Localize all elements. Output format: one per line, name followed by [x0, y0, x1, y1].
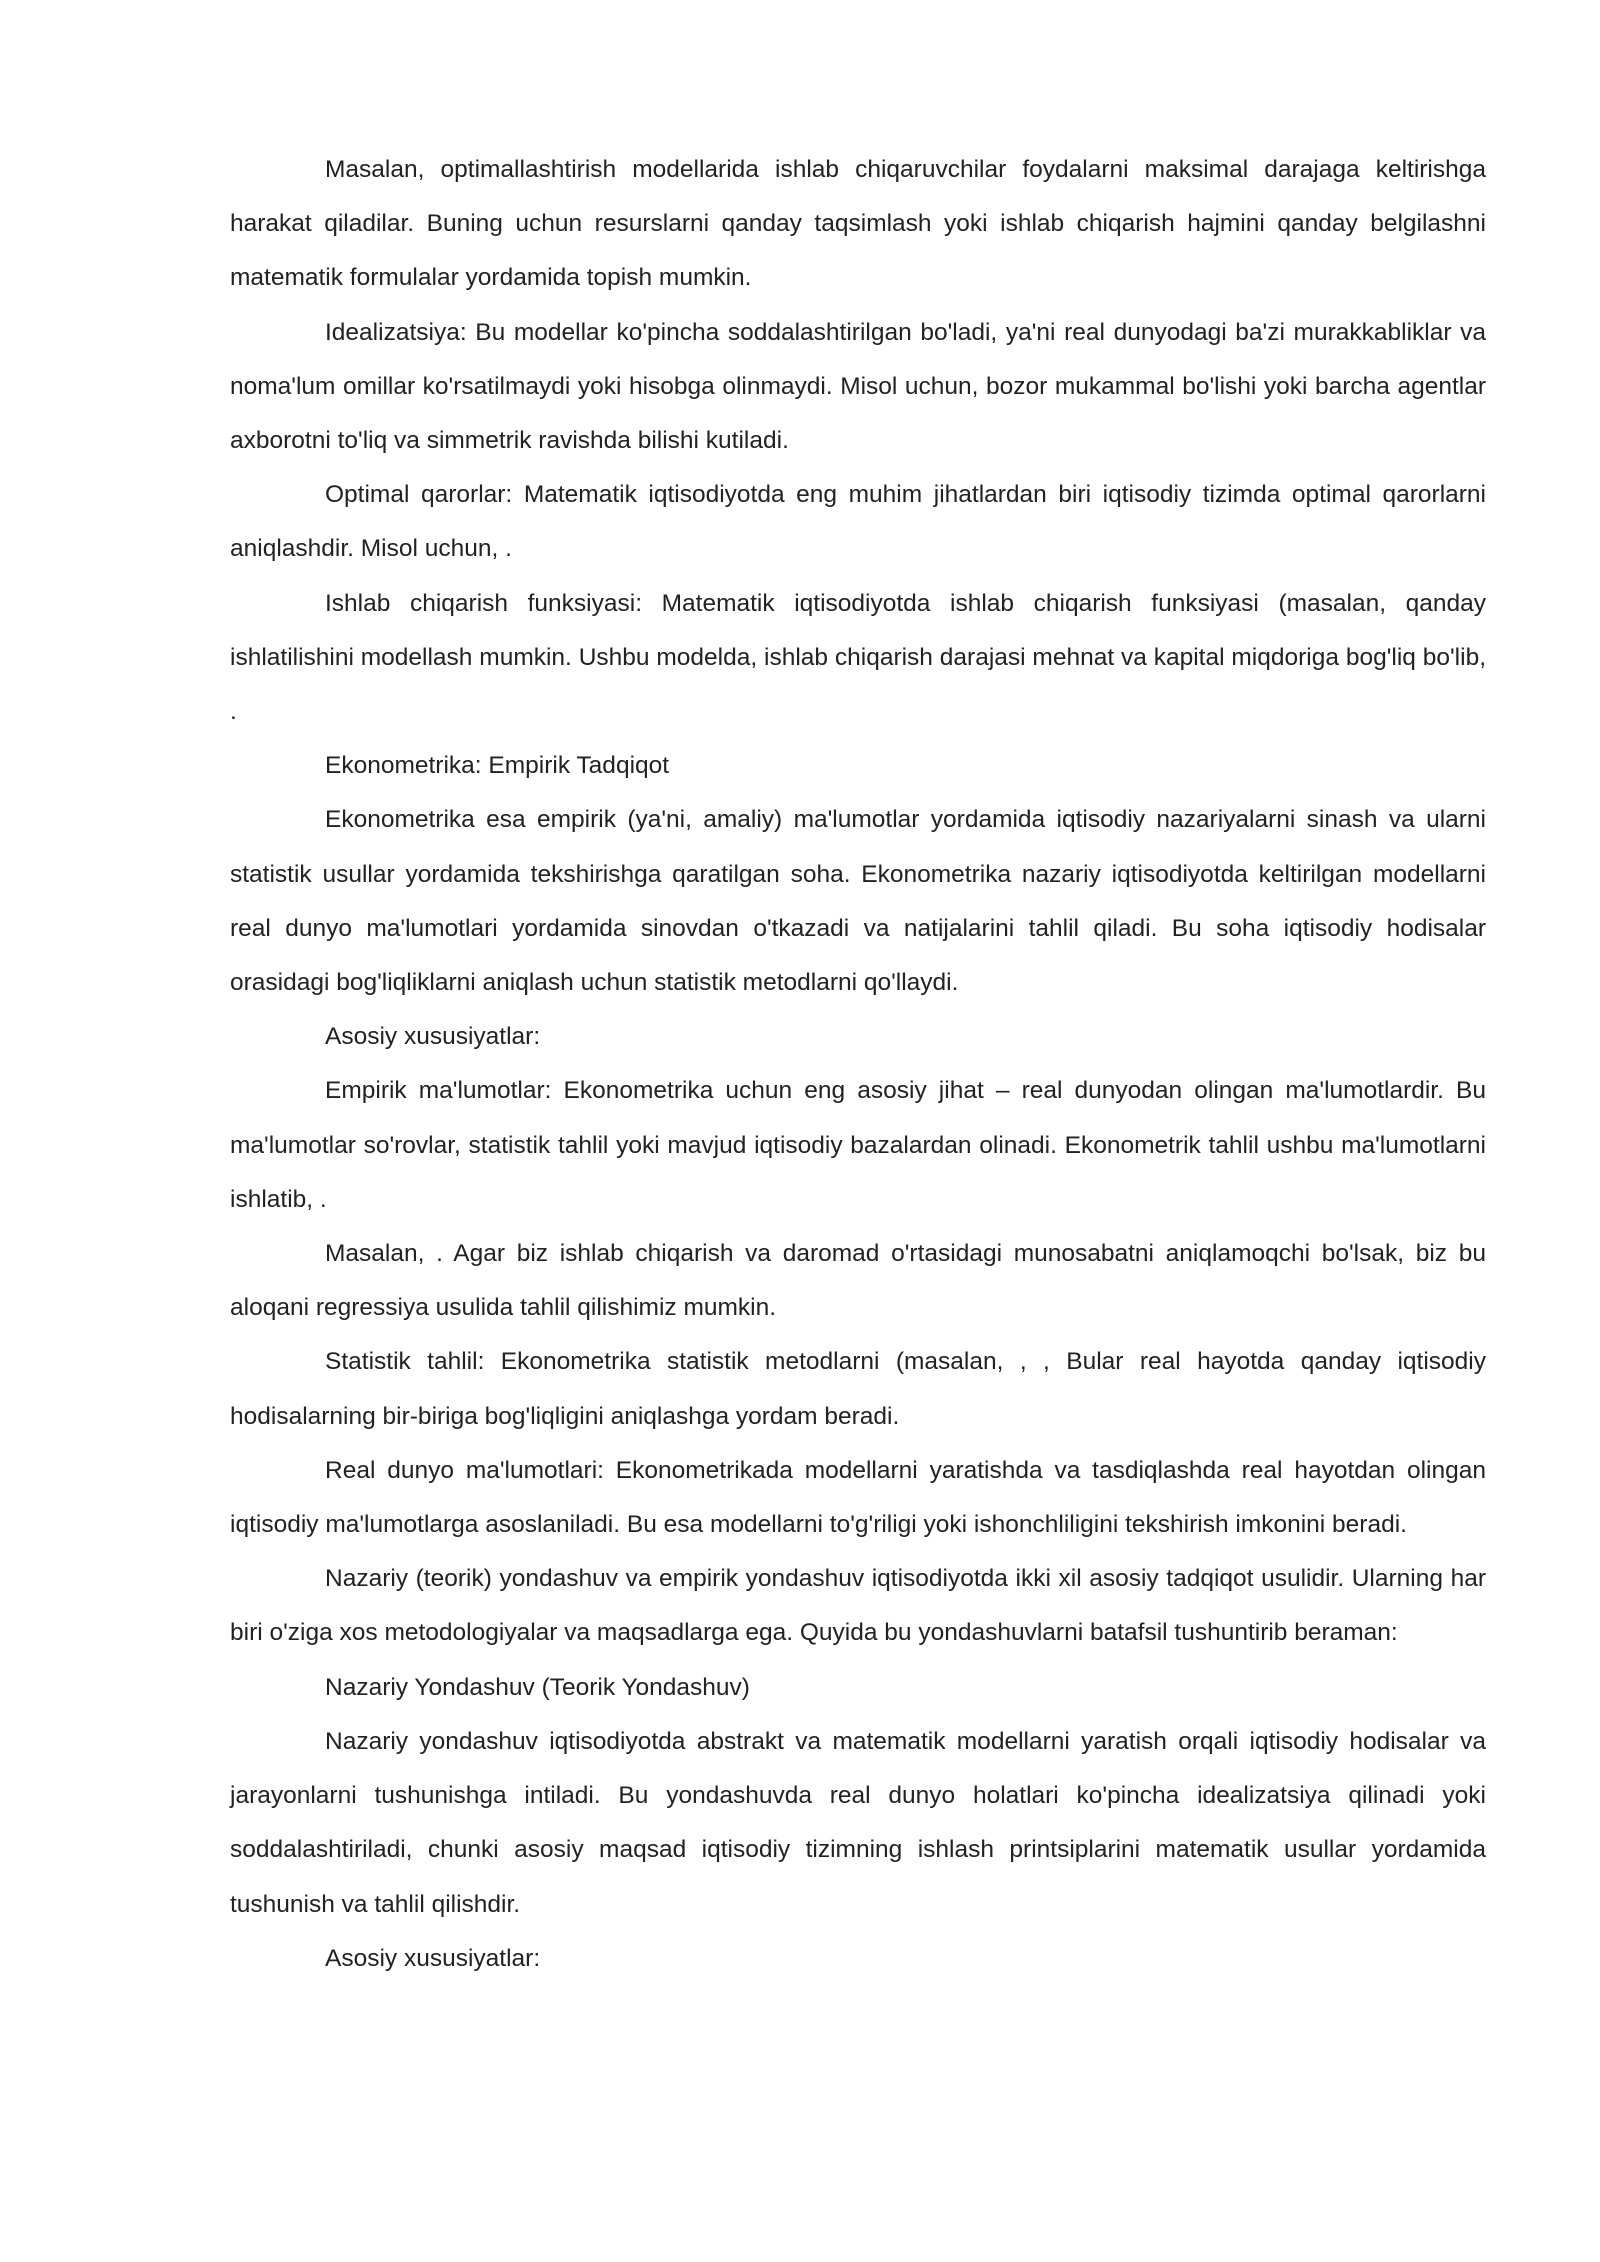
paragraph-optimization-example: Masalan, optimallashtirish modellarida ishlab chiqaruvchilar foydalarni maksimal darajaga keltirishga harakat qiladilar. Buning uchun resurslarni qanday taqsimlash yoki ishlab chiqarish hajmini qanday belgilashni matematik formulalar yordamida topish mumkin. [230, 156, 1486, 292]
paragraph-idealization: Idealizatsiya: Bu modellar ko'pincha soddalashtirilgan bo'ladi, ya'ni real dunyodagi ba'zi murakkabliklar va noma'lum omillar ko'rsatilmaydi yoki hisobga olinmaydi. Misol uchun, bozor mukammal bo'lishi yoki barcha agentlar axborotni to'liq va simmetrik ravishda bilishi kutiladi. [230, 318, 1486, 455]
heading-theoretical-approach: Nazariy Yondashuv (Teorik Yondashuv) [325, 1673, 750, 1701]
heading-key-features-2: Asosiy xususiyatlar: [325, 1944, 541, 1972]
paragraph-empirical-data: Empirik ma'lumotlar: Ekonometrika uchun eng asosiy jihat – real dunyodan olingan ma'lumotlardir. Bu ma'lumotlar so'rovlar, statistik tahlil yoki mavjud iqtisodiy bazalardan olinadi. Ekonometrik tahlil ushbu ma'lumotlarni ishlatib, . [230, 1077, 1486, 1213]
paragraph-production-function: Ishlab chiqarish funksiyasi: Matematik iqtisodiyotda ishlab chiqarish funksiyasi (masalan, qanday ishlatilishini modellash mumkin. Ushbu modelda, ishlab chiqarish darajasi mehnat va kapital miqdoriga bog'liq bo'lib, . [230, 589, 1486, 726]
paragraph-regression-example: Masalan, . Agar biz ishlab chiqarish va daromad o'rtasidagi munosabatni aniqlamoqchi bo'lsak, biz bu aloqani regressiya usulida tahlil qilishimiz mumkin. [230, 1240, 1486, 1322]
paragraph-econometrics-intro: Ekonometrika esa empirik (ya'ni, amaliy) ma'lumotlar yordamida iqtisodiy nazariyalarni sinash va ularni statistik usullar yordamida tekshirishga qaratilgan soha. Ekonometrika nazariy iqtisodiyotda keltirilgan modellarni real dunyo ma'lumotlari yordamida sinovdan o'tkazadi va natijalarini tahlil qiladi. Bu soha iqtisodiy hodisalar orasidagi bog'liqliklarni aniqlash uchun statistik metodlarni qo'llaydi. [230, 806, 1486, 997]
paragraph-statistical-analysis: Statistik tahlil: Ekonometrika statistik metodlarni (masalan, , , Bular real hayotda qanday iqtisodiy hodisalarning bir-biriga bog'liqligini aniqlashga yordam beradi. [230, 1348, 1486, 1430]
heading-econometrics: Ekonometrika: Empirik Tadqiqot [325, 752, 670, 780]
document-page [230, 143, 1486, 1986]
paragraph-optimal-decisions: Optimal qarorlar: Matematik iqtisodiyotda eng muhim jihatlardan biri iqtisodiy tizimda optimal qarorlarni aniqlashdir. Misol uchun, . [230, 481, 1486, 563]
paragraph-theoretical-approach: Nazariy yondashuv iqtisodiyotda abstrakt va matematik modellarni yaratish orqali iqtisodiy hodisalar va jarayonlarni tushunishga intiladi. Bu yondashuvda real dunyo holatlari ko'pincha idealizatsiya qilinadi yoki soddalashtiriladi, chunki asosiy maqsad iqtisodiy tizimning ishlash printsiplarini matematik usullar yordamida tushunish va tahlil qilishdir. [230, 1727, 1486, 1918]
heading-key-features-1: Asosiy xususiyatlar: [325, 1023, 541, 1051]
paragraph-real-world-data: Real dunyo ma'lumotlari: Ekonometrikada modellarni yaratishda va tasdiqlashda real hayotdan olingan iqtisodiy ma'lumotlarga asoslaniladi. Bu esa modellarni to'g'riligi yoki ishonchliligini tekshirish imkonini beradi. [230, 1456, 1486, 1539]
paragraph-theory-vs-empirical: Nazariy (teorik) yondashuv va empirik yondashuv iqtisodiyotda ikki xil asosiy tadqiqot usulidir. Ularning har biri o'ziga xos metodologiyalar va maqsadlarga ega. Quyida bu yondashuvlarni batafsil tushuntirib beraman: [230, 1565, 1486, 1647]
